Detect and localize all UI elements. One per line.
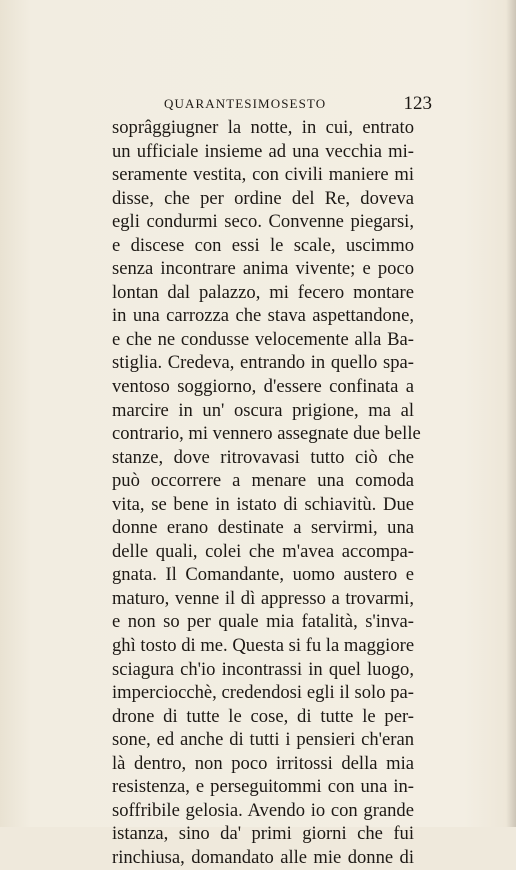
text-line: stanze, dove ritrovavasi tutto ciò che — [112, 446, 414, 468]
text-line: donne erano destinate a servirmi, una — [112, 517, 414, 539]
text-line: può occorrere a menare una comoda — [112, 470, 414, 492]
text-line: drone di tutte le cose, di tutte le per- — [112, 705, 414, 727]
page-number: 123 — [403, 93, 432, 114]
text-line: maturo, venne il dì appresso a trovarmi, — [112, 587, 414, 609]
text-line: vita, se bene in istato di schiavitù. Due — [112, 493, 414, 515]
text-line: seramente vestita, con civili maniere mi — [112, 164, 414, 186]
text-line: soprâggiugner la notte, in cui, entrato — [112, 117, 414, 138]
text-line: disse, che per ordine del Re, doveva — [112, 187, 414, 209]
text-line: imperciocchè, credendosi egli il solo pa- — [112, 682, 414, 704]
text-line: istanza, sino da' primi giorni che fui — [112, 823, 414, 845]
text-line: resistenza, e perseguitommi con una in- — [112, 776, 414, 798]
text-line: egli condurmi seco. Convenne piegarsi, — [112, 211, 414, 233]
text-line: sciagura ch'io incontrassi in quel luogo, — [112, 658, 414, 680]
text-line: ventoso soggiorno, d'essere confinata a — [112, 376, 414, 398]
text-line: marcire in un' oscura prigione, ma al — [112, 399, 414, 421]
text-line: e che ne condusse velocemente alla Ba- — [112, 328, 414, 350]
text-line: gnata. Il Comandante, uomo austero e — [112, 564, 414, 586]
text-line: e non so per quale mia fatalità, s'inva- — [112, 611, 414, 633]
text-line: ghì tosto di me. Questa si fu la maggiore — [112, 635, 415, 657]
text-line: sone, ed anche di tutti i pensieri ch'eran — [112, 729, 414, 751]
body-text — [112, 116, 421, 870]
page-header — [112, 94, 432, 116]
text-line: stiglia. Credeva, entrando in quello spa- — [112, 352, 414, 374]
text-line: delle quali, colei che m'avea accompa- — [112, 540, 414, 562]
text-line: in una carrozza che stava aspettandone, — [112, 305, 414, 327]
text-line: là dentro, non poco irritossi della mia — [112, 752, 414, 774]
text-line: e discese con essi le scale, uscimmo — [112, 234, 414, 256]
text-line: un ufficiale insieme ad una vecchia mi- — [112, 140, 414, 162]
text-line: rinchiusa, domandato alle mie donne di — [112, 846, 414, 868]
text-line: contrario, mi vennero assegnate due belle — [112, 423, 421, 445]
running-title: QUARANTESIMOSESTO — [164, 96, 327, 111]
text-line: senza incontrare anima vivente; e poco — [112, 258, 414, 280]
page-edge-shadow — [506, 0, 516, 827]
text-line: soffribile gelosia. Avendo io con grande — [112, 799, 414, 821]
text-line: lontan dal palazzo, mi fecero montare — [112, 281, 414, 303]
